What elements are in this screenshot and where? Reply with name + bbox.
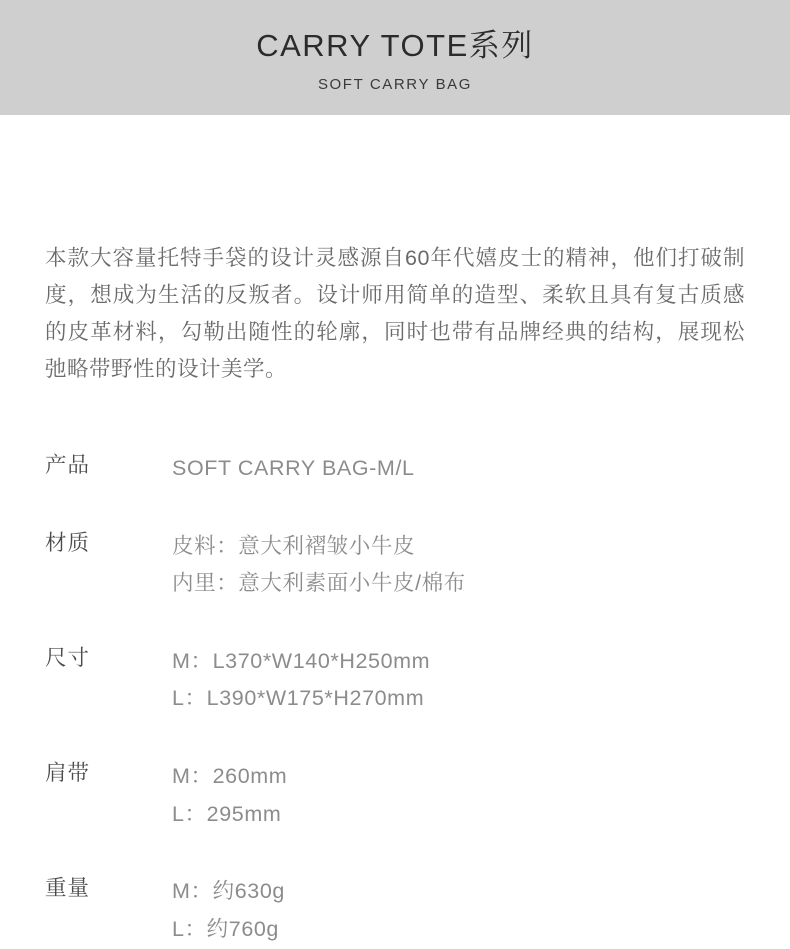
- page-subtitle: SOFT CARRY BAG: [317, 75, 473, 93]
- spec-values-weight: [172, 873, 745, 948]
- spec-label-product: 产品: [45, 452, 91, 477]
- spec-value: SOFT CARRY BAG-M/L: [172, 455, 415, 480]
- spec-value: M：约630g: [172, 879, 285, 904]
- page-title: CARRY TOTE系列: [256, 28, 534, 63]
- spec-value: 内里：意大利素面小牛皮/棉布: [172, 571, 466, 596]
- spec-values-material: [172, 528, 745, 603]
- table-row: [45, 873, 745, 948]
- spec-value: L：295mm: [172, 801, 282, 826]
- spec-table: [45, 450, 745, 949]
- table-row: [45, 643, 745, 718]
- spec-label-size: 尺寸: [45, 645, 91, 670]
- spec-value: 皮料：意大利褶皱小牛皮: [172, 533, 416, 558]
- content-area: [0, 240, 790, 949]
- spec-values-product: [172, 450, 745, 488]
- table-row: [45, 528, 745, 603]
- spec-label-weight: 重量: [45, 876, 91, 901]
- spec-value: M：L370*W140*H250mm: [172, 648, 431, 673]
- header-band: [0, 0, 790, 115]
- table-row: [45, 758, 745, 833]
- table-row: [45, 450, 745, 488]
- spec-label-strap: 肩带: [45, 761, 91, 785]
- spec-value: M：260mm: [172, 764, 288, 788]
- spec-value: L：约760g: [172, 916, 279, 941]
- spec-value: L：L390*W175*H270mm: [172, 686, 425, 711]
- intro-paragraph: 本款大容量托特手袋的设计灵感源自60年代嬉皮士的精神，他们打破制度，想成为生活的反叛者。设计师用简单的造型、柔软且具有复古质感的皮革材料，勾勒出随性的轮廓，同时也带有品牌经典的结构，展现松弛略带野性的设计美学。: [45, 246, 745, 381]
- spec-values-strap: [172, 758, 745, 833]
- spec-values-size: [172, 643, 745, 718]
- spec-label-material: 材质: [45, 530, 91, 555]
